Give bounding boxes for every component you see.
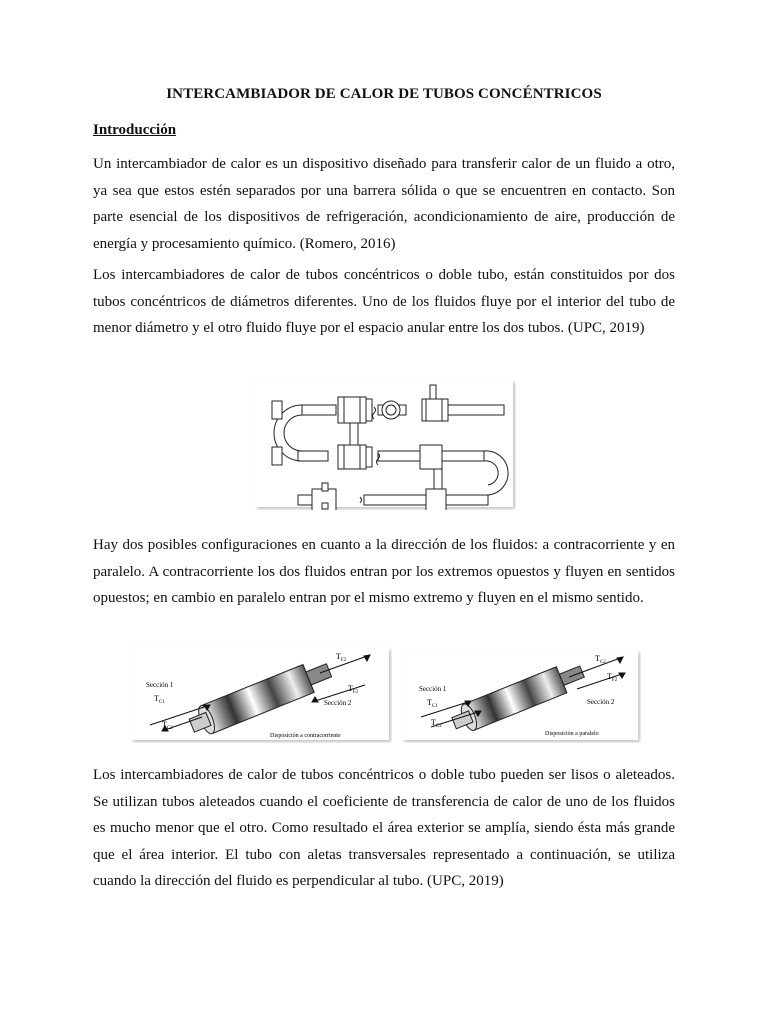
counterflow-tc1-label: $T_{C1}$ <box>154 694 165 705</box>
parallel-section1-label: Sección 1 <box>419 685 447 693</box>
section-heading: Introducción <box>93 122 177 138</box>
parallel-tf-label: $T_{F2}$ <box>607 672 618 683</box>
double-pipe-exchanger-figure <box>254 379 516 510</box>
parallel-tc-out-label: $T_{C2}$ <box>595 654 606 665</box>
counterflow-caption: Disposición a contracorriente <box>270 733 341 739</box>
paragraph-4: Los intercambiadores de calor de tubos concéntricos o doble tubo pueden ser lisos o aleteados. Se utilizan tubos aleteados cuando el coeficiente de transferencia de calor de uno de los fluidos es mucho menor que el otro. Como resultado el área exterior se amplía, siendo ésta más grande que el área interior. El tubo con aletas transversales representado a continuación, se utiliza cuando la dirección del fluido es perpendicular al tubo. (UPC, 2019) <box>93 767 675 889</box>
document-title: INTERCAMBIADOR DE CALOR DE TUBOS CONCÉNTRICOS <box>166 86 602 102</box>
paragraph-1: Un intercambiador de calor es un dispositivo diseñado para transferir calor de un fluido a otro, ya sea que estos estén separados por una barrera sólida o que se encuentren en contacto. Son parte esencial de los dispositivos de refrigeración, acondicionamiento de aire, producción de energía y procesamiento químico. (Romero, 2016) <box>93 156 675 252</box>
parallel-caption: Disposición a paralelo <box>545 731 599 737</box>
counterflow-section2-label: Sección 2 <box>324 699 352 707</box>
counterflow-tf-label: $T_{F2}$ <box>348 684 359 695</box>
paragraph-3: Hay dos posibles configuraciones en cuanto a la dirección de los fluidos: a contracorriente y en paralelo. A contracorriente los dos fluidos entran por los extremos opuestos y fluyen en sentidos opuestos; en cambio en paralelo entran por el mismo extremo y fluyen en el mismo sentido. <box>93 537 675 606</box>
parallel-flow-figure <box>401 649 641 743</box>
parallel-section2-label: Sección 2 <box>587 698 615 706</box>
paragraph-2: Los intercambiadores de calor de tubos concéntricos o doble tubo, están constituidos por dos tubos concéntricos de diámetros diferentes. Uno de los fluidos fluye por el interior del tubo de menor diámetro y el otro fluido fluye por el espacio anular entre los dos tubos. (UPC, 2019) <box>93 267 675 336</box>
parallel-tc2-label: $T_{C2}$ <box>431 718 442 729</box>
counterflow-section1-label: Sección 1 <box>146 681 174 689</box>
counterflow-tc2-label: $T_{C2}$ <box>162 720 173 731</box>
counterflow-tf-top-label: $T_{F2}$ <box>336 652 347 663</box>
counterflow-figure <box>130 647 392 743</box>
parallel-tc1-label: $T_{C1}$ <box>427 698 438 709</box>
